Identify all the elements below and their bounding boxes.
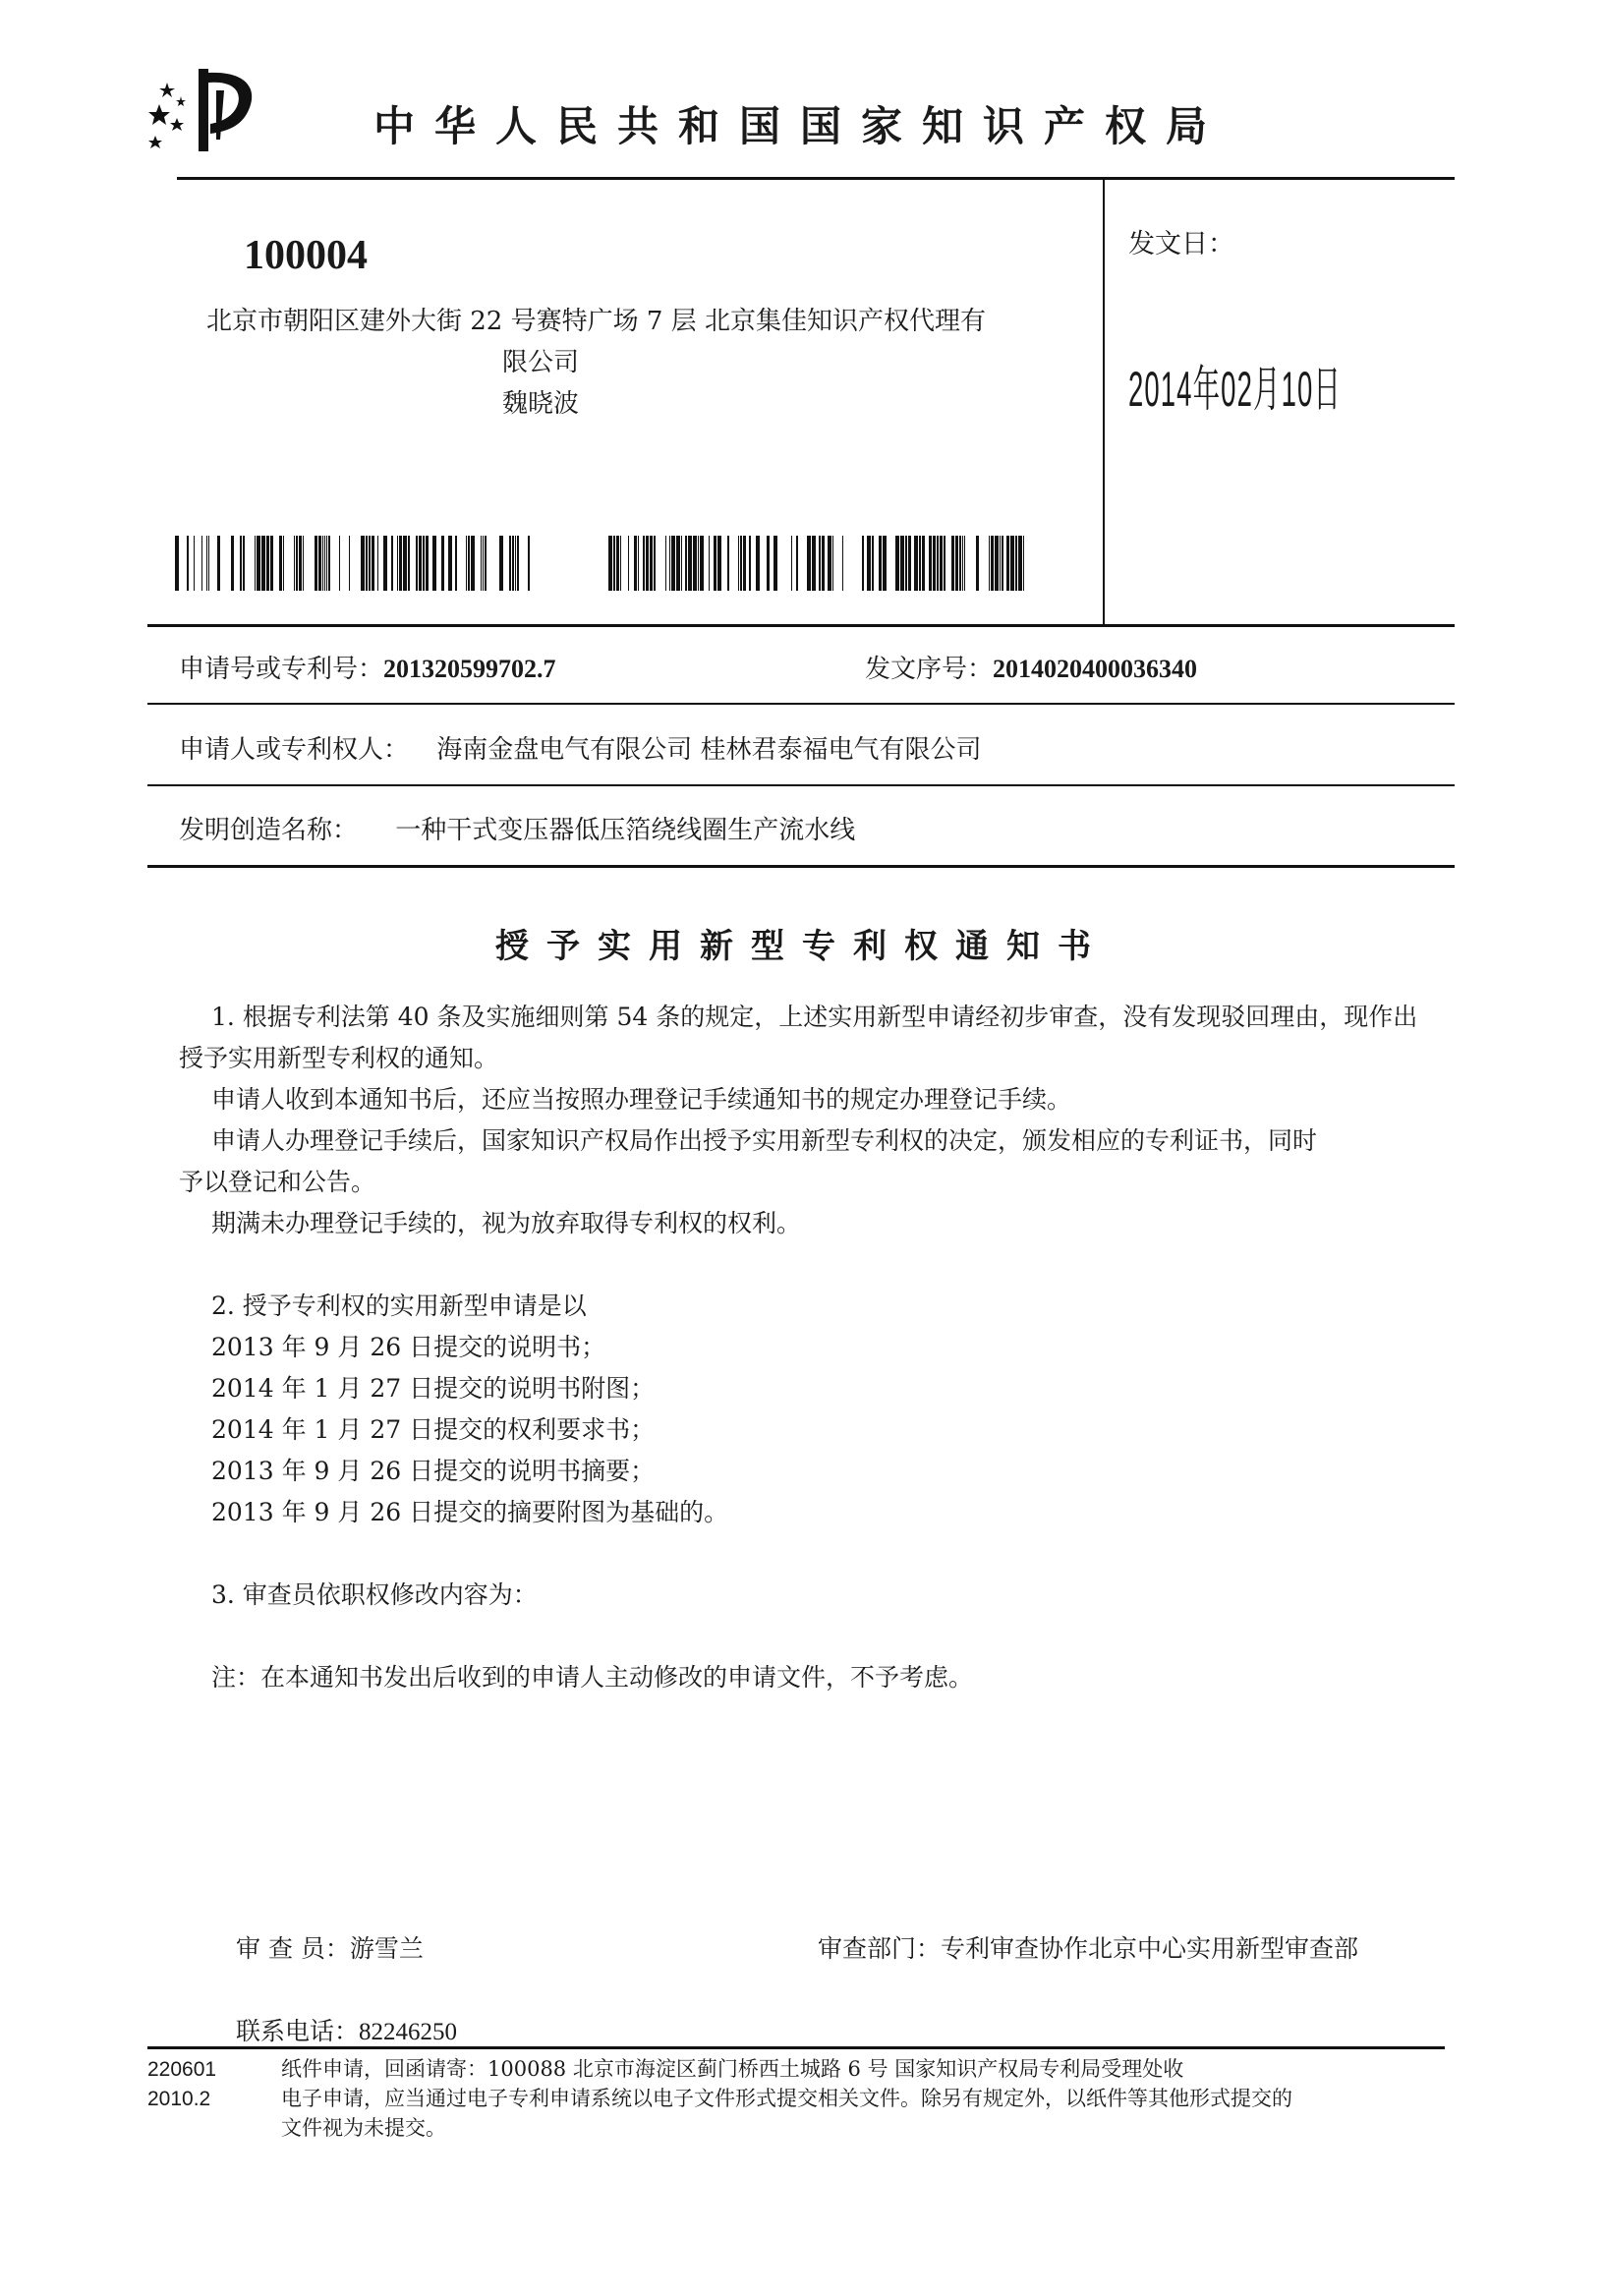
barcode-bar [773, 536, 777, 591]
barcode-bar [749, 536, 751, 591]
barcode-bar [767, 536, 770, 591]
barcode-bar [681, 536, 682, 591]
barcode-right [602, 536, 1026, 591]
dispatch-date-label: 发文日： [1128, 229, 1234, 259]
section-2-item: 2014 年 1 月 27 日提交的权利要求书； [211, 1415, 656, 1444]
barcode-bar [646, 536, 649, 591]
barcode-bar [243, 536, 245, 591]
barcode-bar [714, 536, 716, 591]
barcode-bar [976, 536, 979, 591]
barcode-bar [318, 536, 321, 591]
barcode-bar [175, 536, 179, 591]
paragraph-2: 申请人收到本通知书后，还应当按照办理登记手续通知书的规定办理登记手续。 [211, 1085, 1072, 1114]
barcode-bar [361, 536, 365, 591]
barcode-bar [964, 536, 965, 591]
dispatch-date: 2014年02月10日 [1128, 362, 1342, 417]
barcode-bar [377, 536, 378, 591]
barcode-bar [796, 536, 798, 591]
barcode-bar [709, 536, 710, 591]
barcode-bar [895, 536, 899, 591]
barcode-bar [339, 536, 340, 591]
barcode-bar [807, 536, 811, 591]
barcode-bar [515, 536, 516, 591]
barcode-bar [441, 536, 444, 591]
footer-rule [147, 2046, 1445, 2049]
barcode-bar [217, 536, 220, 591]
section-2-item: 2014 年 1 月 27 日提交的说明书附图； [211, 1374, 656, 1403]
barcode-bar [616, 536, 619, 591]
barcode-bar [608, 536, 612, 591]
barcode-bar [1010, 536, 1014, 591]
header-rule [177, 177, 1455, 180]
barcode-bar [717, 536, 721, 591]
barcode-bar [194, 536, 195, 591]
application-number: 201320599702.7 [383, 655, 556, 683]
barcode-bar [822, 536, 825, 591]
barcode-bar [791, 536, 792, 591]
application-number-label: 申请号或专利号： [179, 655, 384, 684]
barcode-bar [620, 536, 621, 591]
barcode-bar [432, 536, 436, 591]
barcode-bar [669, 536, 670, 591]
barcode-bar [366, 536, 368, 591]
barcode-bar [1023, 536, 1024, 591]
barcode-bar [883, 536, 887, 591]
barcode-bar [879, 536, 882, 591]
invention-row [179, 810, 855, 846]
barcode-bar [315, 536, 317, 591]
barcode-bar [408, 536, 410, 591]
address-bottom-rule [147, 624, 1455, 627]
fields-rule-2 [147, 784, 1455, 786]
barcode-bar [862, 536, 864, 591]
barcode-bar [303, 536, 304, 591]
barcode-bar [676, 536, 680, 591]
address-line-2: 限公司 [501, 348, 579, 377]
footer-line-1: 纸件申请，回函请寄：100088 北京市海淀区蓟门桥西土城路 6 号 国家知识产权局专利局受理处收 [281, 2057, 1184, 2081]
barcode-bar [481, 536, 482, 591]
barcode-bar [466, 536, 467, 591]
barcode-bar [455, 536, 457, 591]
applicant-label: 申请人或专利权人： [179, 735, 410, 765]
department-row [818, 1928, 1358, 1970]
barcode-bar [208, 536, 209, 591]
barcode-bar [423, 536, 425, 591]
address-line-1: 北京市朝阳区建外大街 22 号赛特广场 7 层 北京集佳知识产权代理有 [206, 307, 986, 336]
barcode-bar [326, 536, 327, 591]
barcode-bar [944, 536, 945, 591]
serial-number-label: 发文序号： [865, 655, 994, 684]
barcode-bar [369, 536, 371, 591]
barcode-bar [296, 536, 298, 591]
sipo-logo [138, 61, 275, 159]
barcode-bar [397, 536, 398, 591]
address-divider [1103, 177, 1105, 624]
barcode-bar [989, 536, 990, 591]
barcode-bar [995, 536, 999, 591]
barcode-bar [483, 536, 484, 591]
barcode-bar [740, 536, 742, 591]
paragraph-3-line-2: 予以登记和公告。 [179, 1168, 376, 1196]
barcode-bar [828, 536, 831, 591]
barcode-bar [255, 536, 256, 591]
barcode-bar [283, 536, 284, 591]
barcode-bar [240, 536, 242, 591]
barcode-bar [908, 536, 911, 591]
barcode-bar [819, 536, 821, 591]
serial-number: 2014020400036340 [993, 655, 1198, 683]
section-3-heading: 3. 审查员依职权修改内容为： [211, 1580, 538, 1609]
barcode-bar [738, 536, 739, 591]
barcode-bar [937, 536, 939, 591]
barcode-bar [512, 536, 514, 591]
serial-number-row [865, 649, 1197, 685]
invention-title: 一种干式变压器低压箔绕线圈生产流水线 [395, 816, 856, 845]
barcode-bar [324, 536, 325, 591]
department-label: 审查部门： [818, 1934, 942, 1963]
barcode-bar [206, 536, 207, 591]
barcode-bar [832, 536, 833, 591]
barcode-bar [991, 536, 994, 591]
barcode-bar [872, 536, 874, 591]
paragraph-1-line-2: 授予实用新型专利权的通知。 [179, 1044, 499, 1072]
barcode-bar [842, 536, 843, 591]
notice-title: 授予实用新型专利权通知书 [495, 927, 1109, 966]
barcode-bar [671, 536, 675, 591]
barcode-bar [933, 536, 936, 591]
barcode-bar [187, 536, 189, 591]
phone-label: 联系电话： [236, 2017, 360, 2045]
invention-label: 发明创造名称： [179, 816, 359, 845]
fields-rule-3 [147, 865, 1455, 868]
fields-rule-1 [147, 703, 1455, 705]
barcode-bar [743, 536, 746, 591]
examiner-row [236, 1928, 424, 1970]
barcode-bar [698, 536, 699, 591]
barcode-bar [416, 536, 418, 591]
barcode-bar [867, 536, 871, 591]
form-version: 2010.2 [147, 2088, 211, 2110]
barcode-bar [1002, 536, 1003, 591]
barcode-bar [929, 536, 932, 591]
barcode-bar [372, 536, 374, 591]
barcode-bar [383, 536, 387, 591]
agency-title: 中华人民共和国国家知识产权局 [373, 102, 1228, 150]
barcode-bar [643, 536, 645, 591]
barcode-bar [257, 536, 260, 591]
barcode-bar [299, 536, 302, 591]
form-code: 220601 [147, 2058, 217, 2081]
barcode-bar [270, 536, 273, 591]
barcode-bar [962, 536, 963, 591]
examiner-name: 游雪兰 [349, 1934, 424, 1963]
logo-p-mark [199, 69, 252, 151]
barcode-bar [391, 536, 393, 591]
barcode-bar [485, 536, 487, 591]
barcode-bar [499, 536, 503, 591]
barcode-bar [914, 536, 918, 591]
barcode-left [175, 536, 531, 591]
barcode-bar [261, 536, 265, 591]
examiner-label: 审 查 员： [236, 1934, 350, 1963]
barcode-bar [685, 536, 687, 591]
barcode-bar [665, 536, 666, 591]
barcode-bar [509, 536, 511, 591]
barcode-bar [399, 536, 402, 591]
applicant-row [179, 729, 982, 766]
barcode-bar [638, 536, 639, 591]
barcode-bar [688, 536, 692, 591]
barcode-bar [654, 536, 656, 591]
barcode-bar [919, 536, 921, 591]
note: 注：在本通知书发出后收到的申请人主动修改的申请文件，不予考虑。 [211, 1663, 974, 1692]
barcode-bar [613, 536, 615, 591]
barcode-bar [419, 536, 422, 591]
postcode: 100004 [244, 233, 368, 278]
barcode-bar [650, 536, 653, 591]
barcode-bar [294, 536, 295, 591]
paragraph-1-line-1: 1. 根据专利法第 40 条及实施细则第 54 条的规定，上述实用新型申请经初步审查，没有发现驳回理由，现作出 [211, 1003, 1418, 1031]
paragraph-4: 期满未办理登记手续的，视为放弃取得专利权的权利。 [211, 1209, 802, 1237]
barcode-bar [322, 536, 323, 591]
barcode-bar [403, 536, 407, 591]
barcode-bar [517, 536, 519, 591]
star-icon [148, 83, 186, 148]
footer-line-3: 文件视为未提交。 [281, 2116, 446, 2140]
barcode-bar [279, 536, 282, 591]
barcode-bar [951, 536, 954, 591]
phone-number: 82246250 [359, 2019, 458, 2045]
barcode-bar [471, 536, 475, 591]
section-2-item: 2013 年 9 月 26 日提交的摘要附图为基础的。 [211, 1498, 729, 1526]
barcode-bar [266, 536, 269, 591]
section-2-item: 2013 年 9 月 26 日提交的说明书； [211, 1333, 606, 1361]
barcode-bar [448, 536, 452, 591]
barcode-bar [468, 536, 470, 591]
paragraph-3-line-1: 申请人办理登记手续后，国家知识产权局作出授予实用新型专利权的决定，颁发相应的专利证书，同时 [211, 1126, 1318, 1155]
barcode-bar [905, 536, 907, 591]
barcode-bar [1006, 536, 1009, 591]
application-number-row [179, 649, 556, 685]
barcode-bar [528, 536, 530, 591]
barcode-bar [1018, 536, 1022, 591]
department-name: 专利审查协作北京中心实用新型审查部 [941, 1934, 1359, 1963]
barcode-bar [231, 536, 234, 591]
barcode-bar [201, 536, 202, 591]
barcode-bar [700, 536, 704, 591]
barcode-bar [426, 536, 429, 591]
barcode-bar [940, 536, 943, 591]
barcode-bar [634, 536, 637, 591]
recipient-name: 魏晓波 [501, 389, 579, 419]
barcode-bar [349, 536, 350, 591]
barcode-bar [628, 536, 629, 591]
applicant: 海南金盘电气有限公司 桂林君泰福电气有限公司 [436, 735, 982, 765]
barcode-bar [959, 536, 961, 591]
barcode-bar [727, 536, 729, 591]
barcode-bar [1015, 536, 1017, 591]
section-2-item: 2013 年 9 月 26 日提交的说明书摘要； [211, 1457, 656, 1485]
barcode-bar [1000, 536, 1001, 591]
section-2-heading: 2. 授予专利权的实用新型申请是以 [211, 1292, 587, 1320]
footer-line-2: 电子申请，应当通过电子专利申请系统以电子文件形式提交相关文件。除另有规定外，以纸件等其他形式提交的 [281, 2087, 1292, 2110]
barcode-bar [693, 536, 697, 591]
barcode-bar [900, 536, 904, 591]
barcode-bar [922, 536, 925, 591]
barcode-bar [756, 536, 760, 591]
barcode-bar [328, 536, 330, 591]
barcode-bar [812, 536, 816, 591]
barcode-bar [955, 536, 958, 591]
